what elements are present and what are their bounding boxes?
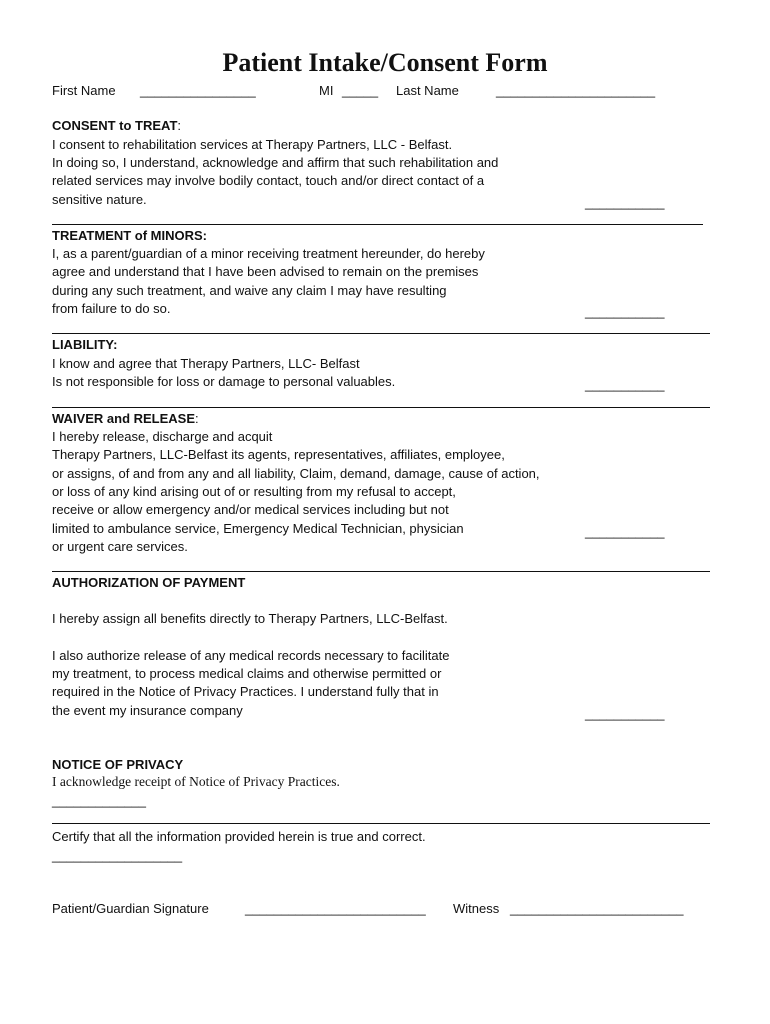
waiver-line-5: receive or allow emergency and/or medical services including but not: [52, 502, 449, 517]
payment-initial-field[interactable]: ___________: [585, 706, 665, 721]
divider: [52, 333, 710, 334]
waiver-line-3: or assigns, of and from any and all liability, Claim, demand, damage, cause of action,: [52, 466, 540, 481]
payment-line-3: required in the Notice of Privacy Practices. I understand fully that in: [52, 684, 439, 699]
minors-line-2: agree and understand that I have been advised to remain on the premises: [52, 264, 479, 279]
divider: [52, 571, 710, 572]
liability-line-1: I know and agree that Therapy Partners, LLC- Belfast: [52, 356, 360, 371]
certify-line: Certify that all the information provided herein is true and correct.: [52, 829, 426, 844]
signature-label: Patient/Guardian Signature: [52, 901, 209, 916]
liability-initial-field[interactable]: ___________: [585, 377, 665, 392]
minors-line-3: during any such treatment, and waive any claim I may have resulting: [52, 283, 447, 298]
divider: [52, 823, 710, 824]
consent-heading: CONSENT to TREAT:: [52, 118, 182, 133]
waiver-initial-field[interactable]: ___________: [585, 524, 665, 539]
waiver-line-6: limited to ambulance service, Emergency Medical Technician, physician: [52, 521, 464, 536]
payment-para-1: I hereby assign all benefits directly to Therapy Partners, LLC-Belfast.: [52, 611, 448, 626]
divider: [52, 224, 703, 225]
witness-field[interactable]: ________________________: [510, 901, 684, 916]
mi-field[interactable]: _____: [342, 83, 379, 98]
first-name-label: First Name: [52, 83, 116, 98]
privacy-heading: NOTICE OF PRIVACY: [52, 757, 184, 772]
signature-field[interactable]: _________________________: [245, 901, 426, 916]
consent-line-2: In doing so, I understand, acknowledge and affirm that such rehabilitation and: [52, 155, 499, 170]
payment-line-4: the event my insurance company: [52, 703, 243, 718]
payment-line-1: I also authorize release of any medical records necessary to facilitate: [52, 648, 450, 663]
consent-initial-field[interactable]: ___________: [585, 195, 665, 210]
last-name-label: Last Name: [396, 83, 459, 98]
waiver-heading: WAIVER and RELEASE:: [52, 411, 199, 426]
page-title: Patient Intake/Consent Form: [222, 48, 548, 77]
waiver-line-1: I hereby release, discharge and acquit: [52, 429, 273, 444]
minors-initial-field[interactable]: ___________: [585, 304, 665, 319]
privacy-initial-field[interactable]: _____________: [52, 793, 146, 808]
minors-line-4: from failure to do so.: [52, 301, 171, 316]
liability-heading: LIABILITY:: [52, 337, 118, 352]
payment-heading: AUTHORIZATION OF PAYMENT: [52, 575, 246, 590]
witness-label: Witness: [453, 901, 500, 916]
last-name-field[interactable]: ______________________: [496, 83, 656, 98]
consent-line-4: sensitive nature.: [52, 192, 147, 207]
liability-line-2: Is not responsible for loss or damage to personal valuables.: [52, 374, 396, 389]
minors-line-1: I, as a parent/guardian of a minor receiving treatment hereunder, do hereby: [52, 246, 485, 261]
certify-initial-field[interactable]: __________________: [52, 848, 183, 863]
privacy-line: I acknowledge receipt of Notice of Privacy Practices.: [52, 774, 340, 789]
mi-label: MI: [319, 83, 334, 98]
consent-line-1: I consent to rehabilitation services at Therapy Partners, LLC - Belfast.: [52, 137, 453, 152]
waiver-line-2: Therapy Partners, LLC-Belfast its agents, representatives, affiliates, employee,: [52, 447, 505, 462]
first-name-field[interactable]: ________________: [140, 83, 256, 98]
divider: [52, 407, 710, 408]
consent-line-3: related services may involve bodily contact, touch and/or direct contact of a: [52, 173, 485, 188]
payment-line-2: my treatment, to process medical claims and otherwise permitted or: [52, 666, 442, 681]
minors-heading: TREATMENT of MINORS:: [52, 228, 208, 243]
waiver-line-4: or loss of any kind arising out of or resulting from my refusal to accept,: [52, 484, 456, 499]
waiver-line-7: or urgent care services.: [52, 539, 188, 554]
